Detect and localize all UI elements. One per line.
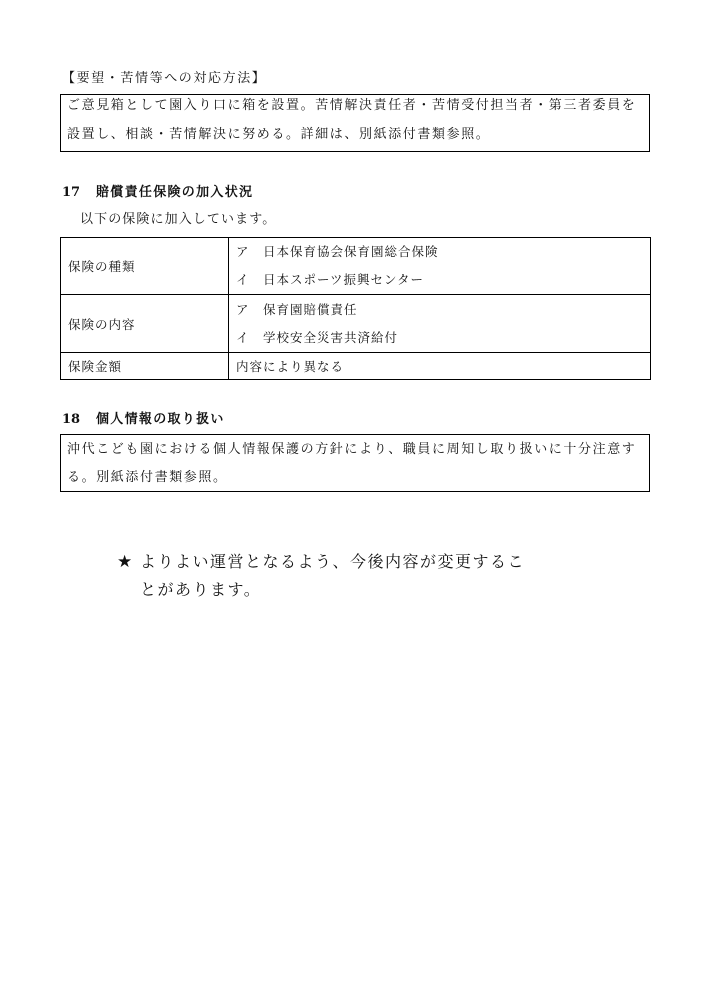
insurance-value-cell xyxy=(229,238,651,295)
table-row xyxy=(61,353,651,380)
privacy-box xyxy=(60,434,650,492)
complaints-heading: 【要望・苦情等への対応方法】 xyxy=(62,71,267,86)
table-row xyxy=(61,238,651,295)
insurance-value-cell xyxy=(229,295,651,353)
section-title: 個人情報の取り扱い xyxy=(96,412,225,427)
insurance-value-cell xyxy=(229,353,651,380)
complaints-text-line: ご意見箱として園入り口に箱を設置。苦情解決責任者・苦情受付担当者・第三者委員を xyxy=(67,98,637,113)
section-number: 17 xyxy=(62,185,81,200)
table-row xyxy=(61,295,651,353)
complaints-box xyxy=(60,94,650,152)
insurance-value-line: 内容により異なる xyxy=(236,358,345,374)
insurance-value-line: イ 学校安全災害共済給付 xyxy=(236,329,399,345)
star-icon: ★ xyxy=(117,552,133,572)
insurance-label-cell: 保険の内容 xyxy=(61,295,229,353)
insurance-value-line: イ 日本スポーツ振興センター xyxy=(236,272,425,287)
insurance-label-cell: 保険の種類 xyxy=(61,238,229,295)
privacy-text-line: 沖代こども園における個人情報保護の方針により、職員に周知し取り扱いに十分注意す xyxy=(67,442,637,457)
insurance-value-line: ア 日本保育協会保育園総合保険 xyxy=(236,244,439,259)
complaints-text-line: 設置し、相談・苦情解決に努める。詳細は、別紙添付書類参照。 xyxy=(67,127,491,142)
insurance-intro-text: 以下の保険に加入しています。 xyxy=(80,212,277,227)
insurance-value-line: ア 保育園賠償責任 xyxy=(236,301,358,317)
privacy-text-line: る。別紙添付書類参照。 xyxy=(67,470,228,485)
section-title: 賠償責任保険の加入状況 xyxy=(96,185,254,200)
section-number: 18 xyxy=(62,412,81,427)
insurance-label-cell: 保険金額 xyxy=(61,353,229,380)
notice-text-line: とがあります。 xyxy=(140,580,262,599)
notice-text-line: よりよい運営となるよう、今後内容が変更するこ xyxy=(140,552,526,571)
privacy-section-heading xyxy=(62,412,225,428)
insurance-section-heading xyxy=(62,185,253,201)
insurance-table xyxy=(60,237,651,380)
